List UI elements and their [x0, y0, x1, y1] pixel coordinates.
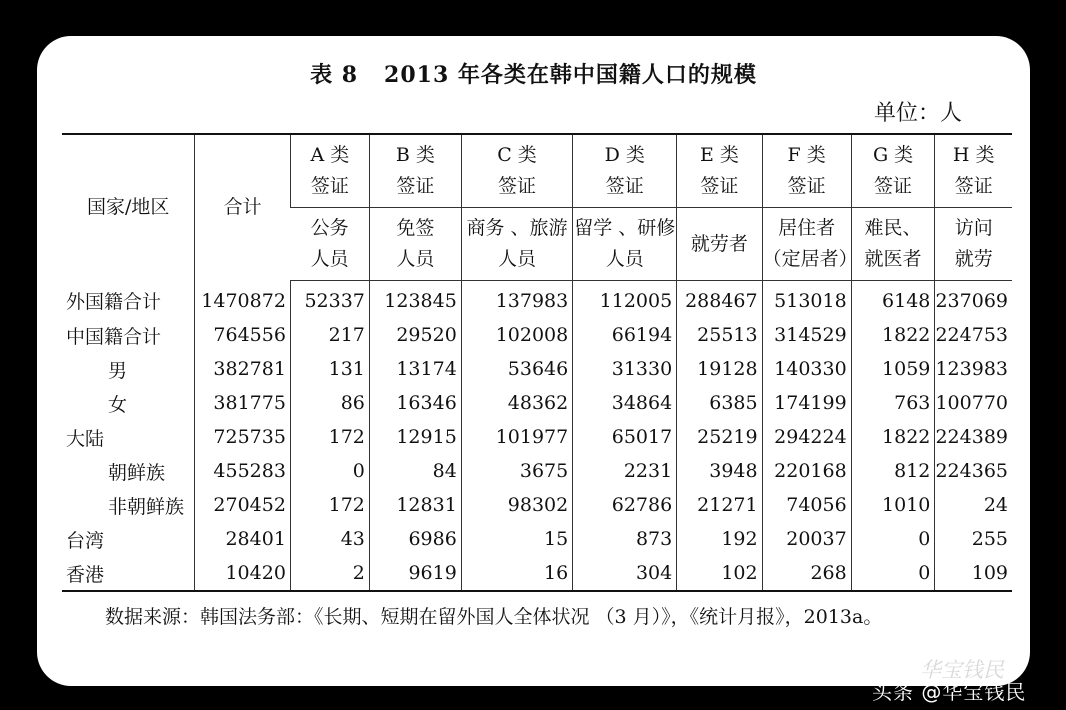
- subheader-cat-h: [935, 208, 1012, 281]
- table-cell: 19128: [677, 352, 762, 386]
- cat-visa: 签证: [605, 175, 644, 197]
- table-cell: 6385: [677, 386, 762, 420]
- table-row: [62, 522, 1012, 556]
- cat-visa: 签证: [787, 175, 826, 197]
- table-cell: 84: [369, 454, 461, 488]
- table-cell: 131: [290, 352, 369, 386]
- table-cell: 34864: [573, 386, 677, 420]
- table-cell: 86: [290, 386, 369, 420]
- sub-line1: 难民、: [864, 217, 922, 239]
- row-label: 大陆: [66, 427, 105, 450]
- subheader-cat-b: [369, 208, 461, 281]
- header-cat-g: [851, 134, 935, 208]
- table-cell: 1010: [851, 488, 935, 522]
- header-cat-c: [461, 134, 572, 208]
- sub-line1: 公务: [310, 217, 349, 239]
- header-cat-d: [573, 134, 677, 208]
- table-cell: 101977: [461, 420, 572, 454]
- cat-visa: 签证: [498, 175, 537, 197]
- watermark: 头条 @华宝钱民: [872, 680, 1027, 704]
- table-cell: 3948: [677, 454, 762, 488]
- table-cell: 812: [851, 454, 935, 488]
- cat-name: G 类: [872, 144, 914, 166]
- table-cell: 288467: [677, 281, 762, 319]
- table-number: 表 8: [310, 62, 359, 88]
- table-row: [62, 352, 1012, 386]
- table-cell: 192: [677, 522, 762, 556]
- sub-line2: 人员: [396, 248, 435, 270]
- cat-name: B 类: [395, 144, 435, 166]
- sub-line1: 商务 、旅游: [466, 217, 568, 239]
- table-cell: 15: [461, 522, 572, 556]
- table-cell: 43: [290, 522, 369, 556]
- table-cell: 16346: [369, 386, 461, 420]
- sub-line1: 居住者: [778, 217, 836, 239]
- table-cell: 28401: [195, 522, 291, 556]
- row-label: 台湾: [66, 529, 105, 552]
- subheader-cat-g: [851, 208, 935, 281]
- subheader-cat-c: [461, 208, 572, 281]
- table-cell: 12915: [369, 420, 461, 454]
- table-cell: 62786: [573, 488, 677, 522]
- sub-line2: 就劳: [954, 248, 993, 270]
- table-cell: 172: [290, 488, 369, 522]
- sub-line2: 就医者: [864, 248, 922, 270]
- table-cell: 314529: [762, 318, 851, 352]
- table-row: [62, 488, 1012, 522]
- row-label: 中国籍合计: [66, 325, 162, 348]
- watermark-logo: 华宝钱民: [920, 658, 1004, 682]
- table-cell: 112005: [573, 281, 677, 319]
- table-cell: 2231: [573, 454, 677, 488]
- sub-line2: 人员: [310, 248, 349, 270]
- table-cell: 237069: [935, 281, 1012, 319]
- table-cell: 0: [290, 454, 369, 488]
- population-table: [62, 133, 1012, 592]
- subheader-cat-f: [762, 208, 858, 281]
- subheader-cat-d: [573, 208, 677, 281]
- cat-name: A 类: [310, 144, 350, 166]
- sub-line2: 人员: [605, 248, 644, 270]
- table-cell: 381775: [195, 386, 291, 420]
- unit-label: 单位：人: [873, 101, 962, 126]
- table-cell: 66194: [573, 318, 677, 352]
- table-cell: 21271: [677, 488, 762, 522]
- sub-line1: 访问: [954, 217, 993, 239]
- table-cell: 29520: [369, 318, 461, 352]
- table-cell: 100770: [935, 386, 1012, 420]
- table-row: [62, 386, 1012, 420]
- table-row: [62, 281, 1012, 319]
- table-cell: 270452: [195, 488, 291, 522]
- table-cell: 6148: [851, 281, 935, 319]
- cat-name: E 类: [699, 144, 739, 166]
- table-cell: 16: [461, 556, 572, 591]
- sub-line2: 人员: [498, 248, 537, 270]
- table-cell: 6986: [369, 522, 461, 556]
- table-header: [62, 134, 1012, 281]
- table-cell: 224753: [935, 318, 1012, 352]
- table-cell: 268: [762, 556, 851, 591]
- cat-name: F 类: [787, 144, 826, 166]
- table-cell: 455283: [195, 454, 291, 488]
- subheader-cat-a: [290, 208, 369, 281]
- table-cell: 109: [935, 556, 1012, 591]
- header-cat-h: [935, 134, 1012, 208]
- row-label: 非朝鲜族: [108, 495, 185, 518]
- cat-visa: 签证: [954, 175, 993, 197]
- table-title-text: 2013 年各类在韩中国籍人口的规模: [384, 62, 757, 88]
- row-label: 香港: [66, 563, 105, 586]
- table-cell: 52337: [290, 281, 369, 319]
- sub-line2: （定居者）: [762, 248, 858, 270]
- header-cat-b: [369, 134, 461, 208]
- table-cell: 102008: [461, 318, 572, 352]
- table-cell: 13174: [369, 352, 461, 386]
- table-cell: 2: [290, 556, 369, 591]
- cat-visa: 签证: [396, 175, 435, 197]
- sub-line1: 免签: [396, 217, 435, 239]
- table-cell: 53646: [461, 352, 572, 386]
- table-cell: 764556: [195, 318, 291, 352]
- sub-line1: 留学 、研修: [574, 217, 676, 239]
- table-row: [62, 454, 1012, 488]
- table-cell: 123983: [935, 352, 1012, 386]
- sub-line1: 就劳者: [690, 232, 748, 255]
- cat-visa: 签证: [310, 175, 349, 197]
- subheader-cat-e: [677, 208, 762, 281]
- table-cell: 102: [677, 556, 762, 591]
- table-cell: 217: [290, 318, 369, 352]
- table-cell: 65017: [573, 420, 677, 454]
- cat-visa: 签证: [700, 175, 739, 197]
- table-cell: 174199: [762, 386, 851, 420]
- table-cell: 304: [573, 556, 677, 591]
- document-card: [37, 36, 1030, 686]
- table-cell: 513018: [762, 281, 851, 319]
- table-cell: 0: [851, 556, 935, 591]
- cat-name: D 类: [604, 144, 645, 166]
- cat-name: H 类: [952, 144, 995, 166]
- table-cell: 140330: [762, 352, 851, 386]
- table-cell: 74056: [762, 488, 851, 522]
- table-cell: 9619: [369, 556, 461, 591]
- table-cell: 220168: [762, 454, 851, 488]
- row-label: 男: [108, 359, 128, 382]
- table-cell: 98302: [461, 488, 572, 522]
- table-cell: 224389: [935, 420, 1012, 454]
- table-cell: 294224: [762, 420, 851, 454]
- table-cell: 0: [851, 522, 935, 556]
- header-cat-f: [762, 134, 851, 208]
- cat-visa: 签证: [874, 175, 913, 197]
- row-label: 朝鲜族: [108, 461, 166, 484]
- table-row: [62, 318, 1012, 352]
- table-cell: 3675: [461, 454, 572, 488]
- source-note: 数据来源：韩国法务部：《长期、短期在留外国人全体状况 （3 月）》，《统计月报》，2013a。: [105, 606, 883, 628]
- table-cell: 763: [851, 386, 935, 420]
- table-body: [62, 281, 1012, 592]
- header-region: 国家/地区: [86, 196, 170, 219]
- table-cell: 725735: [195, 420, 291, 454]
- table-cell: 10420: [195, 556, 291, 591]
- table-cell: 873: [573, 522, 677, 556]
- table-cell: 1822: [851, 318, 935, 352]
- table-cell: 1470872: [195, 281, 291, 319]
- table-row: [62, 556, 1012, 591]
- header-cat-a: [290, 134, 369, 208]
- cat-name: C 类: [497, 144, 537, 166]
- table-row: [62, 420, 1012, 454]
- table-title: [37, 58, 1030, 89]
- table-cell: 12831: [369, 488, 461, 522]
- table-cell: 1059: [851, 352, 935, 386]
- header-total: 合计: [195, 134, 291, 281]
- table-cell: 25513: [677, 318, 762, 352]
- table-cell: 255: [935, 522, 1012, 556]
- table-cell: 48362: [461, 386, 572, 420]
- table-cell: 1822: [851, 420, 935, 454]
- table-cell: 24: [935, 488, 1012, 522]
- table-cell: 31330: [573, 352, 677, 386]
- header-cat-e: [677, 134, 762, 208]
- table-cell: 123845: [369, 281, 461, 319]
- row-label: 外国籍合计: [66, 291, 162, 314]
- table-cell: 224365: [935, 454, 1012, 488]
- row-label: 女: [108, 393, 128, 416]
- table-cell: 25219: [677, 420, 762, 454]
- table-cell: 172: [290, 420, 369, 454]
- table-cell: 137983: [461, 281, 572, 319]
- table-cell: 20037: [762, 522, 851, 556]
- table-cell: 382781: [195, 352, 291, 386]
